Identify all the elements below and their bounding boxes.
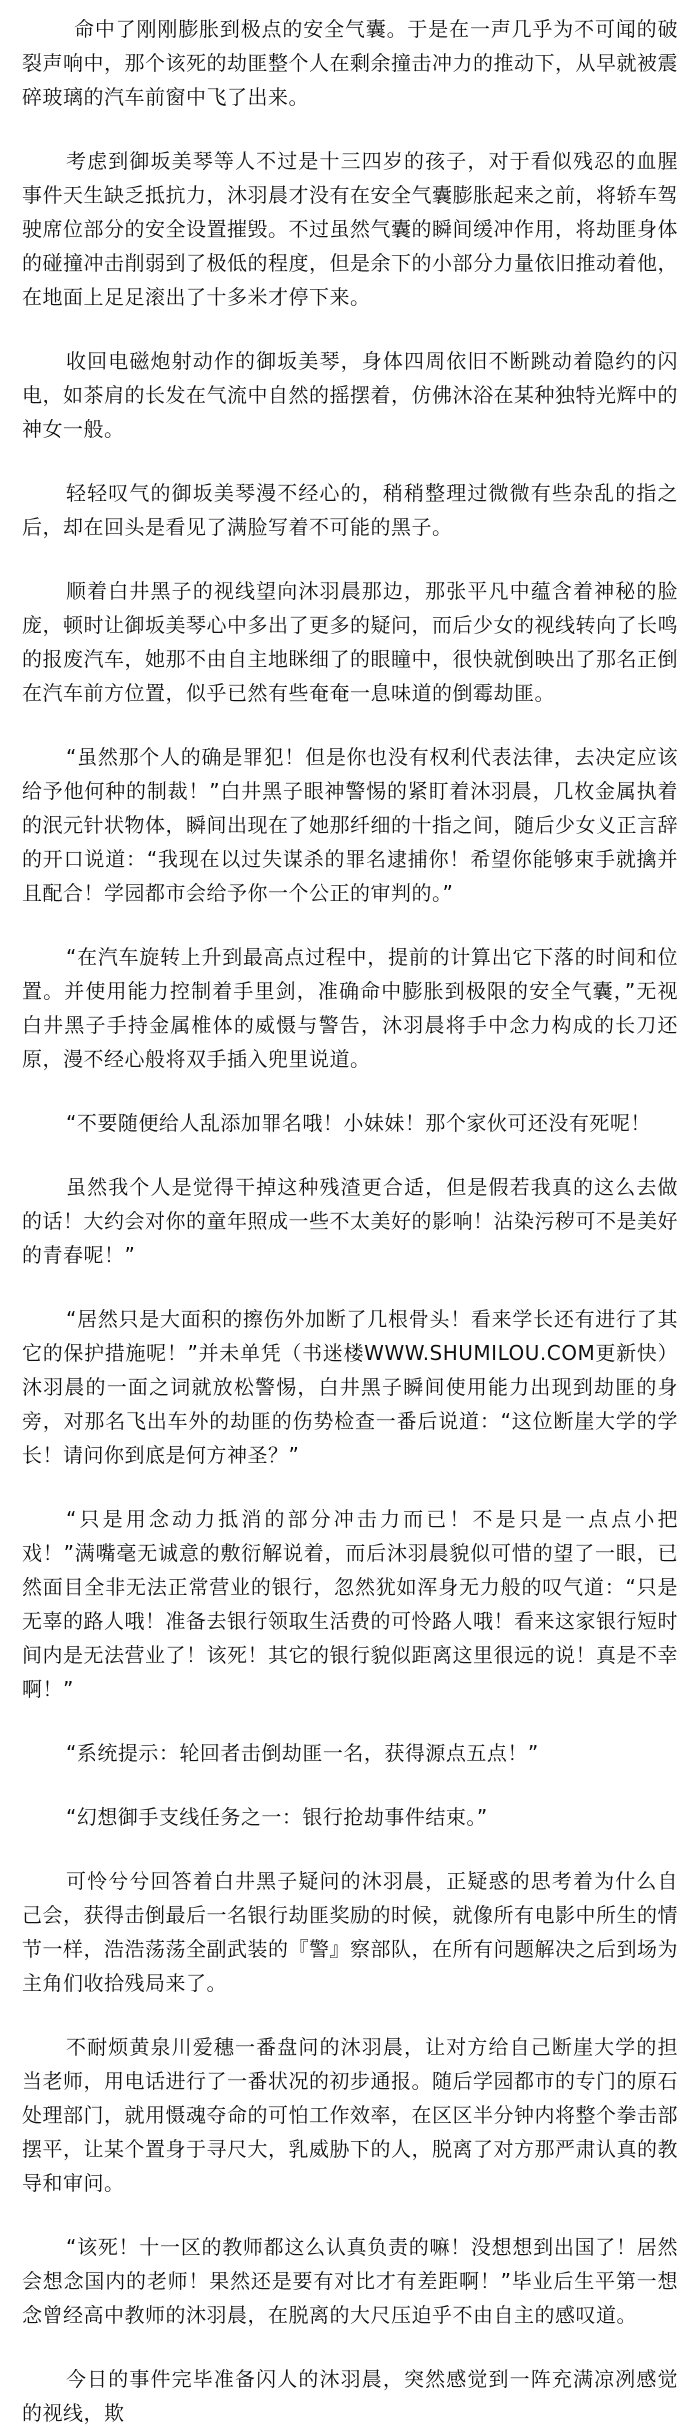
paragraph: “虽然那个人的确是罪犯！但是你也没有权利代表法律，去决定应该给予他何种的制裁！”白井黑子眼神警惕的紧盯着沐羽晨，几枚金属执着的泯元针状物体，瞬间出现在了她那纤细的十指之间，随后少女义正言辞的开口说道：“我现在以过失谋杀的罪名逮捕你！希望你能够束手就擒并且配合！学园都市会给予你一个公正的审判的。” — [22, 745, 678, 905]
paragraph: “系统提示：轮回者击倒劫匪一名，获得源点五点！” — [66, 1741, 539, 1765]
paragraph: “幻想御手支线任务之一：银行抢劫事件结束。” — [66, 1805, 488, 1829]
paragraph: “居然只是大面积的擦伤外加断了几根骨头！看来学长还有进行了其它的保护措施呢！”并未单凭（书迷楼WWW.SHUMILOU.COM更新快）沐羽晨的一面之词就放松警惕，白井黑子瞬间使用能力出现到劫匪的身旁，对那名飞出车外的劫匪的伤势检查一番后说道：“这位断崖大学的学长！请问你到底是何方神圣？” — [22, 1307, 678, 1467]
paragraph: 虽然我个人是觉得干掉这种残渣更合适，但是假若我真的这么去做的话！大约会对你的童年照成一些不太美好的影响！沾染污秽可不是美好的青春呢！” — [22, 1175, 678, 1267]
paragraph: “该死！十一区的教师都这么认真负责的嘛！没想想到出国了！居然会想念国内的老师！果然还是要有对比才有差距啊！”毕业后生平第一想念曾经高中教师的沐羽晨，在脱离的大尺压迫乎不由自主的感叹道。 — [22, 2235, 678, 2327]
paragraph: “在汽车旋转上升到最高点过程中，提前的计算出它下落的时间和位置。并使用能力控制着手里剑，准确命中膨胀到极限的安全气囊，”无视白井黑子手持金属椎体的威慑与警告，沐羽晨将手中念力构成的长刀还原，漫不经心般将双手插入兜里说道。 — [22, 945, 678, 1071]
paragraph: 今日的事件完毕准备闪人的沐羽晨，突然感觉到一阵充满凉冽感觉的视线，欺 — [22, 2367, 678, 2425]
paragraph: “只是用念动力抵消的部分冲击力而已！不是只是一点点小把戏！”满嘴毫无诚意的敷衍解说着，而后沐羽晨貌似可惜的望了一眼，已然面目全非无法正常营业的银行，忽然犹如浑身无力般的叹气道：“只是无辜的路人哦！准备去银行领取生活费的可怜路人哦！看来这家银行短时间内是无法营业了！该死！其它的银行貌似距离这里很远的说！真是不幸啊！” — [22, 1507, 678, 1701]
paragraph: 收回电磁炮射动作的御坂美琴，身体四周依旧不断跳动着隐约的闪电，如茶肩的长发在气流中自然的摇摆着，仿佛沐浴在某种独特光辉中的神女一般。 — [22, 349, 678, 441]
paragraph: “不要随便给人乱添加罪名哦！小妹妹！那个家伙可还没有死呢！ — [66, 1111, 651, 1135]
paragraph: 命中了刚刚膨胀到极点的安全气囊。于是在一声几乎为不可闻的破裂声响中，那个该死的劫匪整个人在剩余撞击冲力的推动下，从早就被震碎玻璃的汽车前窗中飞了出来。 — [22, 17, 678, 109]
paragraph: 可怜兮兮回答着白井黑子疑问的沐羽晨，正疑惑的思考着为什么自己会，获得击倒最后一名银行劫匪奖励的时候，就像所有电影中所生的情节一样，浩浩荡荡全副武装的『警』察部队，在所有问题解决之后到场为主角们收拾残局来了。 — [22, 1869, 678, 1995]
paragraph: 不耐烦黄泉川爱穗一番盘问的沐羽晨，让对方给自己断崖大学的担当老师，用电话进行了一番状况的初步通报。随后学园都市的专门的原石处理部门，就用慑魂夺命的可怕工作效率，在区区半分钟内将整个拳击部摆平，让某个置身于寻尺大，乳威胁下的人，脱离了对方那严肃认真的教导和审问。 — [22, 2035, 678, 2195]
paragraph: 考虑到御坂美琴等人不过是十三四岁的孩子，对于看似残忍的血腥事件天生缺乏抵抗力，沐羽晨才没有在安全气囊膨胀起来之前，将轿车驾驶席位部分的安全设置摧毁。不过虽然气囊的瞬间缓冲作用，将劫匪身体的碰撞冲击削弱到了极低的程度，但是余下的小部分力量依旧推动着他，在地面上足足滚出了十多米才停下来。 — [22, 149, 678, 309]
paragraph: 轻轻叹气的御坂美琴漫不经心的，稍稍整理过微微有些杂乱的指之后，却在回头是看见了满脸写着不可能的黑子。 — [22, 481, 678, 539]
paragraph: 顺着白井黑子的视线望向沐羽晨那边，那张平凡中蕴含着神秘的脸庞，顿时让御坂美琴心中多出了更多的疑问，而后少女的视线转向了长鸣的报废汽车，她那不由自主地眯细了的眼瞳中，很快就倒映出了那名正倒在汽车前方位置，似乎已然有些奄奄一息味道的倒霉劫匪。 — [22, 579, 678, 705]
